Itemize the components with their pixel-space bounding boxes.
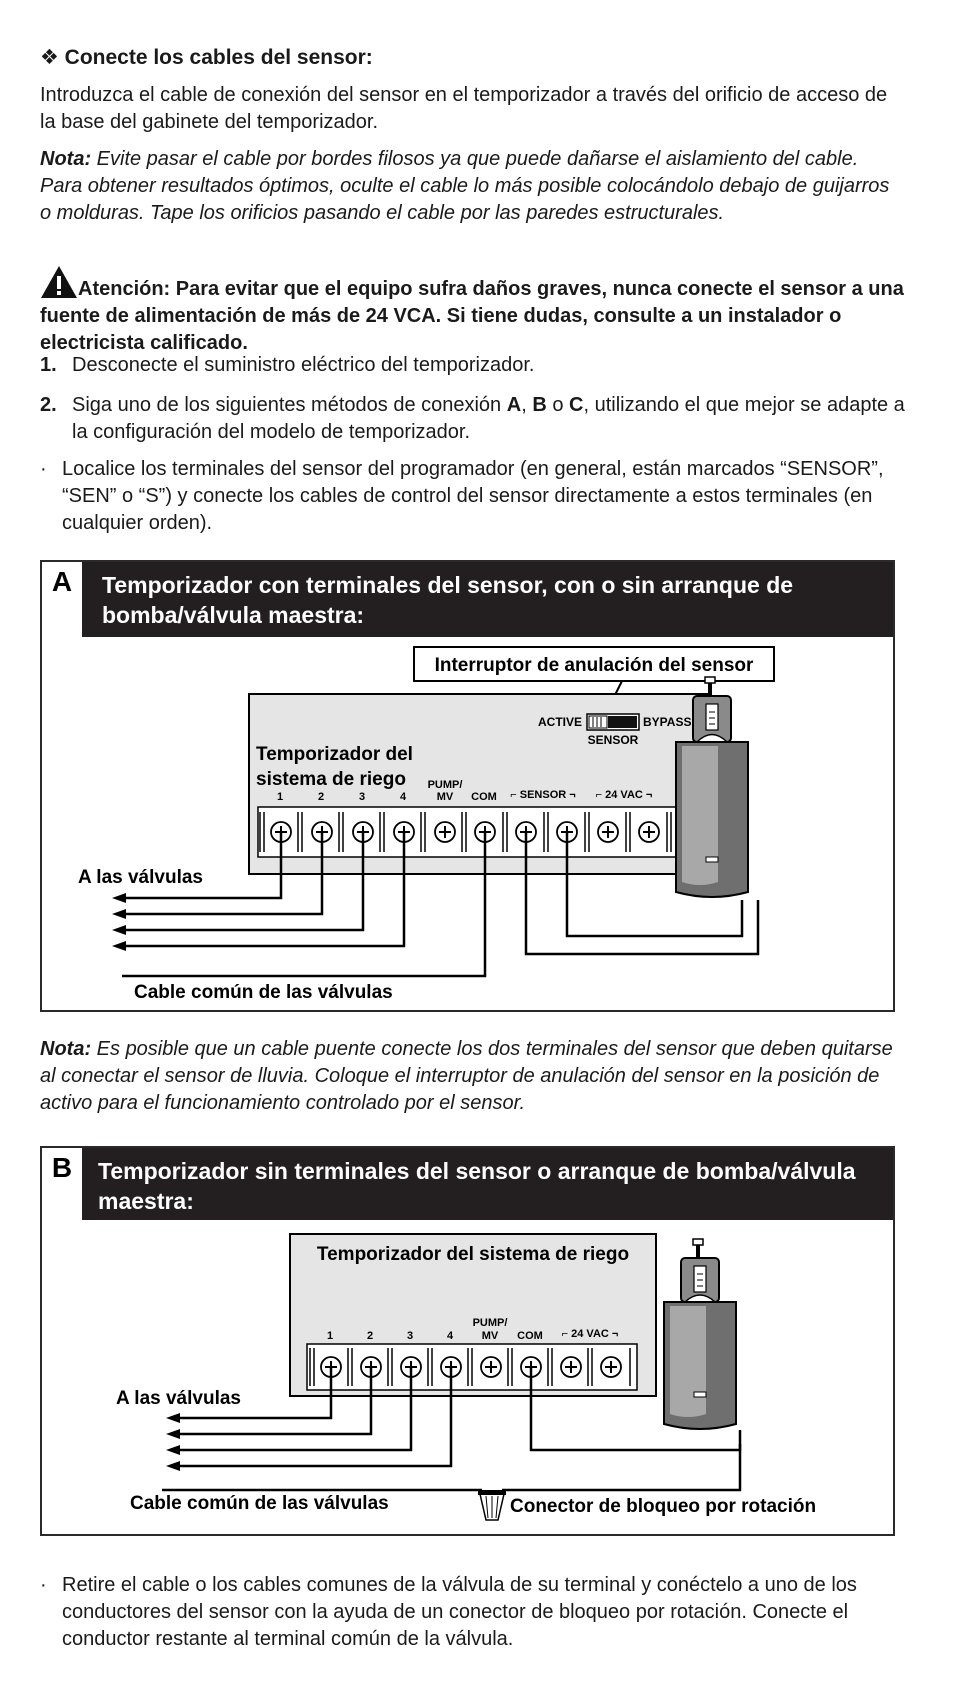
svg-text:sistema de riego: sistema de riego — [256, 769, 406, 790]
figure-a-diagram — [42, 562, 893, 1010]
svg-text:4: 4 — [446, 1330, 454, 1342]
svg-text:⌐ SENSOR ¬: ⌐ SENSOR ¬ — [510, 789, 576, 801]
figure-b — [40, 1146, 895, 1536]
step-2 — [40, 392, 910, 446]
svg-text:⌐ 24 VAC ¬: ⌐ 24 VAC ¬ — [561, 1328, 619, 1340]
figure-title: Temporizador sin terminales del sensor o arranque de bomba/válvula maestra: — [98, 1158, 856, 1214]
note-label: Nota: — [40, 148, 92, 170]
figure-a — [40, 560, 895, 1012]
svg-text:SENSOR: SENSOR — [587, 733, 639, 747]
note-paragraph-2 — [40, 1036, 910, 1117]
svg-text:COM: COM — [471, 791, 497, 803]
terminal-strip — [307, 1344, 637, 1390]
svg-text:3: 3 — [358, 791, 366, 803]
intro-paragraph: Introduzca el cable de conexión del sensor en el temporizador a través del orificio de acceso de la base del gabinete del temporizador. — [40, 84, 888, 133]
note-text: Evite pasar el cable por bordes filosos ya que puede dañarse el aislamiento del cable. Para obtener resultados óptimos, oculte el cable lo más posible colocándolo debajo de guijarros o molduras. Tape los orificios pasando el cable por las paredes estructurales. — [40, 148, 890, 224]
to-valves-label: A las válvulas — [116, 1388, 241, 1409]
svg-text:1: 1 — [276, 791, 284, 803]
step-number: 2. — [40, 394, 57, 416]
attention-warning — [40, 265, 910, 357]
bullet-item-2: · Retire el cable o los cables comunes de la válvula de su terminal y conéctelo a uno de los conductores del sensor con la ayuda de un conector de bloqueo por rotación. Conecte el conductor restante al terminal común de la válvula. — [40, 1572, 910, 1653]
step-1 — [40, 352, 910, 379]
figure-letter: A — [42, 562, 82, 637]
note-label: Nota: — [40, 1038, 92, 1060]
terminal-strip — [258, 807, 696, 857]
svg-text:MV: MV — [436, 791, 454, 803]
svg-text:COM: COM — [517, 1330, 543, 1342]
svg-text:BYPASS: BYPASS — [643, 715, 692, 729]
step-text: Desconecte el suministro eléctrico del temporizador. — [72, 354, 535, 376]
figure-b-diagram — [42, 1148, 893, 1534]
wire-nut-icon — [478, 1490, 506, 1520]
note-text: Es posible que un cable puente conecte los dos terminales del sensor que deben quitarse al conectar el sensor de lluvia. Coloque el interruptor de anulación del sensor en la posición de activo para el funcionamiento controlado por el sensor. — [40, 1038, 893, 1114]
common-wire-label: Cable común de las válvulas — [134, 982, 393, 1003]
svg-text:2: 2 — [366, 1330, 374, 1342]
svg-text:⌐ 24 VAC ¬: ⌐ 24 VAC ¬ — [595, 789, 653, 801]
step-number: 1. — [40, 354, 57, 376]
svg-text:ACTIVE: ACTIVE — [537, 715, 582, 729]
section-heading: ❖ Conecte los cables del sensor: — [40, 46, 373, 69]
svg-text:PUMP/: PUMP/ — [472, 1317, 508, 1329]
switch-callout: Interruptor de anulación del sensor — [434, 655, 754, 676]
connector-label: Conector de bloqueo por rotación — [510, 1496, 817, 1517]
svg-text:PUMP/: PUMP/ — [427, 779, 463, 791]
svg-text:MV: MV — [481, 1330, 499, 1342]
step-text: Siga uno de los siguientes métodos de conexión A, B o C, utilizando el que mejor se adapte a la configuración del modelo de temporizador. — [72, 394, 905, 443]
timer-label: Temporizador del sistema de riego — [316, 1244, 630, 1265]
svg-text:3: 3 — [406, 1330, 414, 1342]
bullet-item-1: · Localice los terminales del sensor del programador (en general, están marcados “SENSOR”, “SEN” o “S”) y conecte los cables de control del sensor directamente a estos terminales (en cualquier orden). — [40, 456, 910, 537]
svg-text:1: 1 — [326, 1330, 334, 1342]
bullet-text: Localice los terminales del sensor del programador (en general, están marcados “SENSOR”, “SEN” o “S”) y conecte los cables de control del sensor directamente a estos terminales (en cualquier orden). — [62, 458, 884, 534]
timer-label: Temporizador del — [256, 744, 413, 765]
figure-title: Temporizador con terminales del sensor, con o sin arranque de bomba/válvula maestra: — [102, 572, 794, 628]
warning-triangle-icon — [40, 265, 78, 299]
bullet-text: Retire el cable o los cables comunes de la válvula de su terminal y conéctelo a uno de los conductores del sensor con la ayuda de un conector de bloqueo por rotación. Conecte el conductor restante al terminal común de la válvula. — [62, 1574, 857, 1650]
rain-sensor-illustration — [664, 1239, 736, 1429]
svg-text:4: 4 — [399, 791, 407, 803]
common-wire-label: Cable común de las válvulas — [130, 1493, 389, 1514]
note-paragraph-1 — [40, 146, 900, 227]
attention-text: Atención: Para evitar que el equipo sufra daños graves, nunca conecte el sensor a una fuente de alimentación de más de 24 VCA. Si tiene dudas, consulte a un instalador o electricista calificado. — [40, 278, 904, 354]
svg-text:2: 2 — [317, 791, 325, 803]
figure-letter: B — [42, 1148, 82, 1220]
to-valves-label: A las válvulas — [78, 867, 203, 888]
